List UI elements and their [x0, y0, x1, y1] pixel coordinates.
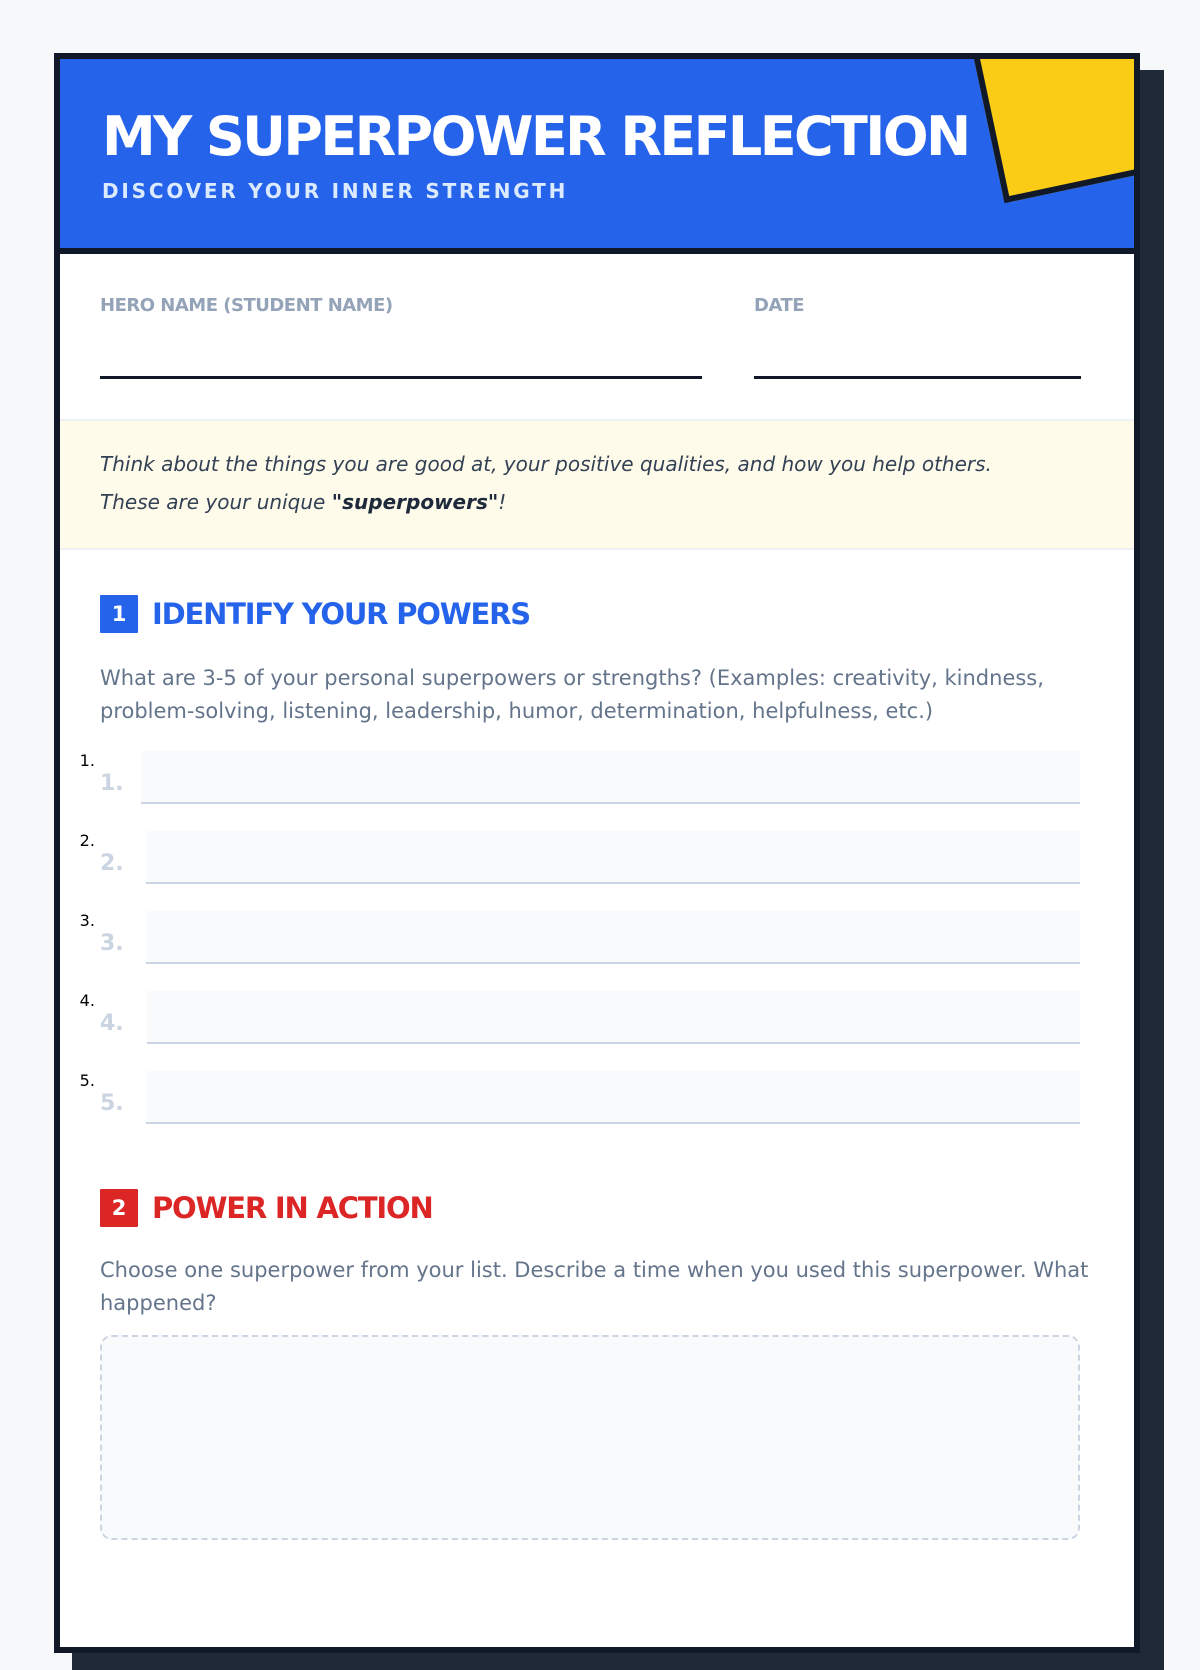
superpowers-emphasis: "superpowers"	[331, 490, 499, 514]
superpower-answer-row-1	[100, 751, 1080, 805]
section-one-prompt: What are 3-5 of your personal superpowers or strengths? (Examples: creativity, kindness, problem-solving, listening, leadership, humor, determination, helpfulness, etc.)	[100, 666, 1044, 723]
instruction-text	[100, 445, 1100, 521]
answer-number-2: 2. 2.	[100, 851, 124, 876]
date-field[interactable]	[754, 376, 1081, 379]
worksheet-subtitle: DISCOVER YOUR INNER STRENGTH	[102, 179, 569, 203]
superpower-answer-row-5	[100, 1071, 1080, 1125]
superpower-answer-field-1[interactable]	[141, 751, 1080, 804]
worksheet-title: MY SUPERPOWER REFLECTION	[102, 105, 969, 168]
instruction-line-one: Think about the things you are good at, your positive qualities, and how you help others.	[100, 452, 992, 476]
superpower-answer-field-3[interactable]	[146, 911, 1080, 964]
answer-number-3: 3. 3.	[100, 931, 124, 956]
instruction-line-two-start: These are your unique	[100, 490, 332, 514]
section-one-heading: IDENTIFY YOUR POWERS	[152, 597, 530, 631]
superpower-answer-field-5[interactable]	[146, 1071, 1080, 1124]
power-in-action-title	[100, 1188, 433, 1228]
superpower-answer-field-4[interactable]	[147, 991, 1080, 1044]
superpower-answer-row-3	[100, 911, 1080, 965]
worksheet-header	[60, 59, 1134, 254]
superpower-answer-field-2[interactable]	[146, 831, 1080, 884]
answer-number-5: 5. 5.	[100, 1091, 124, 1116]
hero-name-label: HERO NAME (STUDENT NAME)	[100, 295, 393, 316]
answer-number-4: 4. 4.	[100, 1011, 124, 1036]
date-label: DATE	[754, 295, 805, 316]
hero-name-field[interactable]	[100, 376, 702, 379]
answer-number-1: 1. 1.	[100, 771, 124, 796]
identify-powers-title	[100, 594, 530, 634]
superpower-reflection-worksheet	[54, 53, 1140, 1653]
yellow-corner-accent	[968, 59, 1134, 203]
power-in-action-answer-box[interactable]	[100, 1335, 1080, 1540]
section-two-number: 2	[100, 1189, 138, 1227]
superpowers-answer-list	[100, 751, 1080, 1121]
section-two-heading: POWER IN ACTION	[152, 1191, 433, 1225]
superpower-answer-row-4	[100, 991, 1080, 1045]
reflection-instructions	[60, 419, 1134, 550]
section-two-prompt: Choose one superpower from your list. Describe a time when you used this superpower. What happened?	[100, 1258, 1089, 1315]
section-one-number: 1	[100, 595, 138, 633]
instruction-line-two-end: !	[498, 490, 507, 514]
superpower-answer-row-2	[100, 831, 1080, 885]
